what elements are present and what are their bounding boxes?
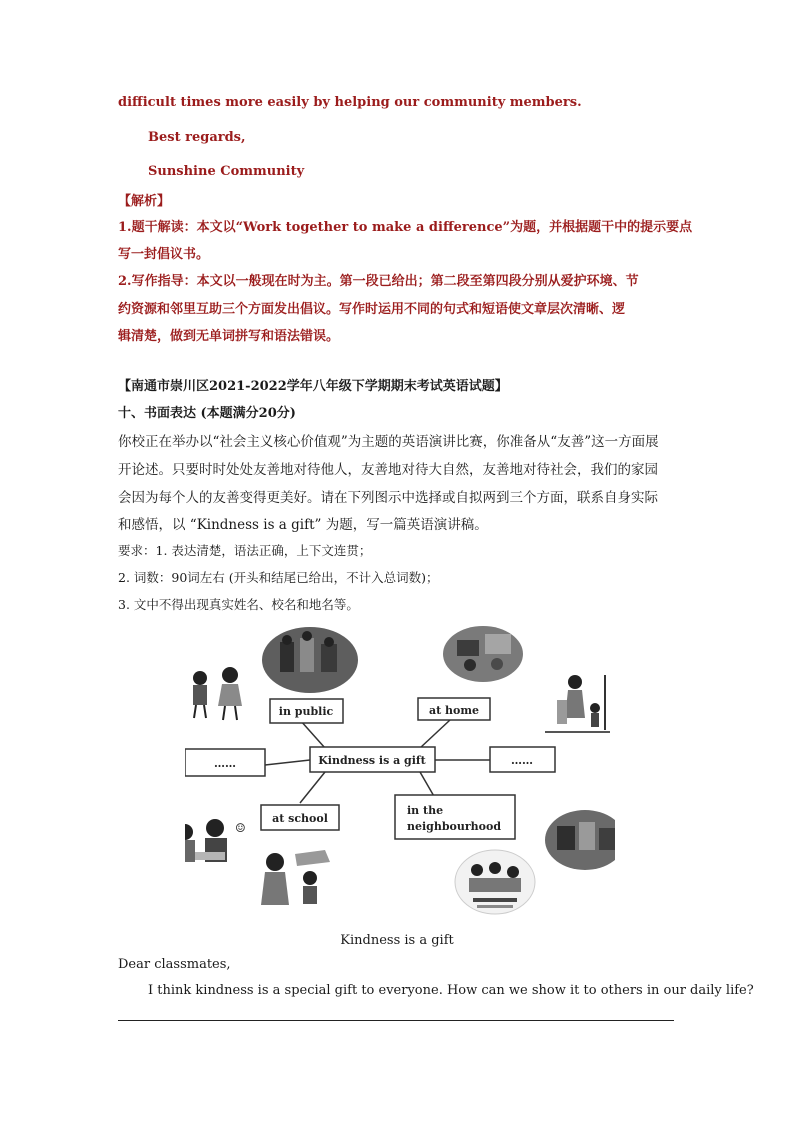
analysis-point1-line2: 写一封倡议书。: [118, 247, 210, 262]
prompt-line4: 和感悟，以 “Kindness is a gift” 为题，写一篇英语演讲稿。: [118, 517, 488, 533]
essay-opening: I think kindness is a special gift to everyone. How can we show it to others in our daily life?: [148, 983, 754, 998]
at-school-label: at school: [272, 812, 328, 825]
svg-text:☺: ☺: [235, 821, 246, 835]
prompt-line1: 你校正在举办以“社会主义核心价值观”为主题的英语演讲比赛，你准备从“友善”这一方面展: [118, 434, 659, 450]
right-dots-label: ……: [511, 754, 533, 767]
essay-salutation: Dear classmates,: [118, 957, 231, 972]
prompt-line2: 开论述。只要时时处处友善地对待他人，友善地对待大自然，友善地对待社会，我们的家园: [118, 462, 658, 478]
at-home-label: at home: [428, 704, 480, 717]
illustration-boy-and-man: [261, 850, 330, 905]
analysis-point2-line1: 2.写作指导：本文以一般现在时为主。第一段已给出；第二段至第四段分别从爱护环境、节: [118, 274, 639, 289]
requirement-2: 2. 词数：90词左右 (开头和结尾已给出，不计入总词数)；: [118, 570, 439, 585]
neighbourhood-label-line1: in the: [407, 804, 444, 817]
center-label: Kindness is a gift: [318, 754, 426, 767]
illustration-students-reading: [185, 819, 246, 862]
requirement-1: 要求：1. 表达清楚，语法正确，上下文连贯；: [118, 543, 372, 558]
photo-neighbourhood-helpers: [455, 850, 535, 914]
analysis-point2-line3: 辑清楚，做到无单词拼写和语法错误。: [118, 329, 340, 344]
photo-home-kitchen: [443, 626, 523, 682]
section-title: 十、书面表达 (本题满分20分): [118, 406, 296, 421]
exam-source: 【南通市崇川区2021-2022学年八年级下学期期末考试英语试题】: [118, 379, 508, 394]
in-public-label: in public: [278, 705, 334, 718]
answer-line: [118, 1020, 674, 1021]
letter-last-line: difficult times more easily by helping our community members.: [118, 95, 582, 110]
letter-closing: Best regards,: [148, 130, 246, 145]
illustration-kids-holding-hands: [193, 667, 242, 720]
requirement-3: 3. 文中不得出现真实姓名、校名和地名等。: [118, 597, 359, 612]
neighbourhood-label-line2: neighbourhood: [407, 820, 502, 833]
prompt-line3: 会因为每个人的友善变得更美好。请在下列图示中选择或自拟两到三个方面，联系自身实际: [118, 490, 658, 506]
analysis-point1-line1: 1.题干解读：本文以“Work together to make a difference”为题，并根据题干中的提示要点: [118, 220, 693, 235]
analysis-point2-line2: 约资源和邻里互助三个方面发出倡议。写作时运用不同的句式和短语使文章层次清晰、逻: [118, 302, 626, 317]
analysis-header: 【解析】: [118, 194, 171, 209]
photo-neighbourhood-group: [545, 810, 615, 870]
illustration-family-at-door: [545, 675, 610, 732]
left-dots-label: ……: [214, 757, 236, 770]
figure-caption: Kindness is a gift: [340, 933, 454, 948]
letter-signature: Sunshine Community: [148, 164, 305, 179]
kindness-mindmap: [185, 620, 615, 930]
photo-public-crowd: [262, 627, 358, 693]
